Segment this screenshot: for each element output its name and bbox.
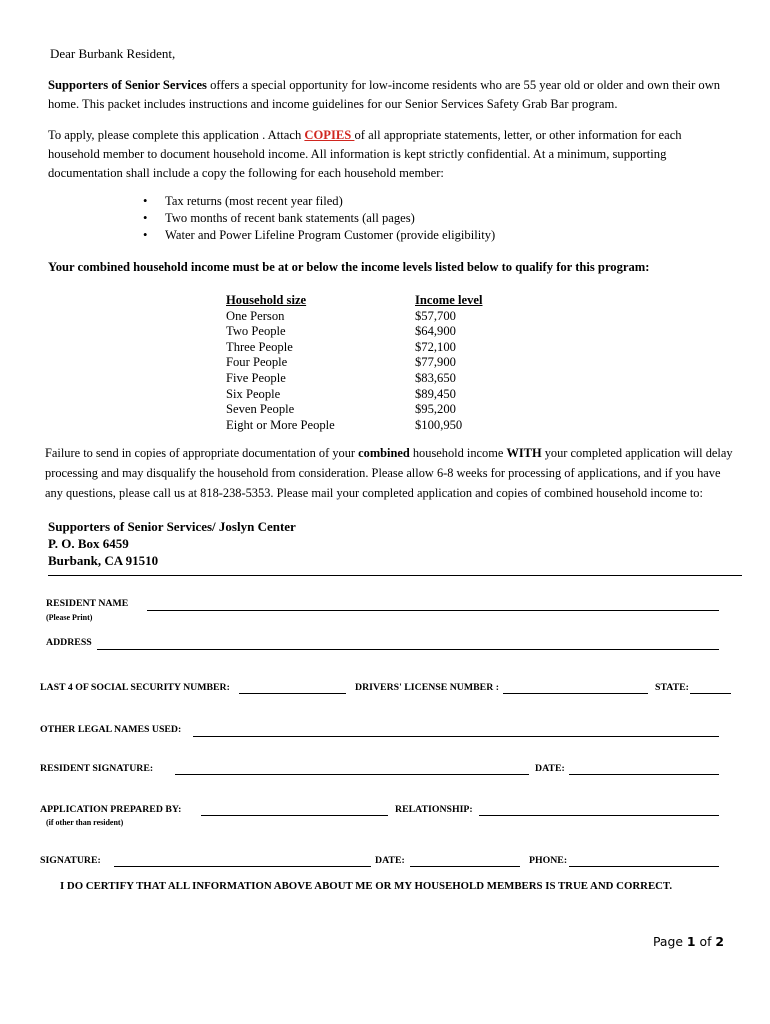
table-cell: $83,650: [415, 370, 456, 385]
drivers-license-label: DRIVERS' LICENSE NUMBER :: [355, 682, 499, 693]
page-of: of: [695, 934, 716, 949]
address-line: Burbank, CA 91510: [48, 553, 159, 568]
table-cell: Five People: [226, 370, 286, 385]
list-item: • Tax returns (most recent year filed): [143, 193, 495, 210]
other-names-field[interactable]: [193, 736, 719, 737]
intro-paragraph: [48, 76, 728, 114]
intro-text: offers a special opportunity for low-income residents who are 55 year old or older and own their own home. This packet includes instructions and income guidelines for our Senior Services Safety Grab Bar program.: [48, 78, 721, 111]
address-line: Supporters of Senior Services/ Joslyn Center: [48, 519, 296, 534]
income-level-header: Income level: [415, 293, 483, 307]
instructions-text-1: Failure to send in copies of appropriate documentation of your: [45, 446, 359, 460]
state-label: STATE:: [655, 682, 689, 693]
greeting: Dear Burbank Resident,: [50, 46, 176, 61]
table-cell: $95,200: [415, 402, 456, 417]
table-cell: $72,100: [415, 339, 456, 354]
relationship-label: RELATIONSHIP:: [395, 804, 473, 815]
table-cell: Seven People: [226, 402, 295, 417]
copies-emphasis: COPIES: [304, 128, 355, 142]
address-line: P. O. Box 6459: [48, 536, 129, 551]
resident-signature-field[interactable]: [175, 774, 529, 775]
documentation-list: [143, 193, 495, 244]
resident-name-field[interactable]: [147, 610, 719, 611]
table-cell: $100,950: [415, 417, 463, 432]
resident-name-label: RESIDENT NAME: [46, 598, 129, 609]
table-cell: Eight or More People: [226, 417, 335, 432]
qualify-statement: Your combined household income must be at or below the income levels listed below to qualify for this program:: [48, 260, 650, 274]
date-label: DATE:: [375, 855, 405, 866]
prepared-by-label: APPLICATION PREPARED BY:: [40, 804, 182, 815]
relationship-field[interactable]: [479, 815, 719, 816]
table-cell: $64,900: [415, 324, 456, 339]
table-cell: One Person: [226, 308, 285, 323]
phone-field[interactable]: [569, 866, 719, 867]
table-cell: Four People: [226, 355, 288, 370]
date-label: DATE:: [535, 763, 565, 774]
ssn-field[interactable]: [239, 693, 346, 694]
household-size-column: [226, 293, 335, 433]
table-cell: Three People: [226, 339, 293, 354]
address-label: ADDRESS: [46, 637, 92, 648]
list-item: • Two months of recent bank statements (all pages): [143, 210, 495, 227]
org-name: Supporters of Senior Services: [48, 78, 207, 92]
address-field[interactable]: [97, 649, 719, 650]
resident-signature-label: RESIDENT SIGNATURE:: [40, 763, 154, 774]
page-number: [653, 934, 724, 949]
signature-label: SIGNATURE:: [40, 855, 101, 866]
household-size-header: Household size: [226, 293, 307, 307]
table-cell: Two People: [226, 324, 286, 339]
prepared-by-field[interactable]: [201, 815, 388, 816]
other-names-label: OTHER LEGAL NAMES USED:: [40, 724, 182, 735]
phone-label: PHONE:: [529, 855, 568, 866]
table-cell: $57,700: [415, 308, 456, 323]
state-field[interactable]: [690, 693, 731, 694]
date-field[interactable]: [410, 866, 520, 867]
mailing-address: [48, 518, 296, 569]
table-cell: $89,450: [415, 386, 456, 401]
list-item: • Water and Power Lifeline Program Customer (provide eligibility): [143, 227, 495, 244]
total-pages: 2: [715, 934, 724, 949]
current-page: 1: [686, 934, 696, 949]
ssn-label: LAST 4 OF SOCIAL SECURITY NUMBER:: [40, 682, 230, 693]
certification-statement: I DO CERTIFY THAT ALL INFORMATION ABOVE ABOUT ME OR MY HOUSEHOLD MEMBERS IS TRUE AND CORRECT.: [60, 880, 673, 892]
apply-paragraph: [48, 126, 728, 183]
page-prefix: Page: [652, 934, 687, 949]
please-print-note: (Please Print): [46, 613, 93, 622]
table-cell: Six People: [226, 386, 281, 401]
signature-field[interactable]: [114, 866, 371, 867]
section-divider: [48, 575, 742, 576]
apply-text-1: To apply, please complete this application . Attach: [48, 128, 305, 142]
drivers-license-field[interactable]: [503, 693, 648, 694]
table-cell: $77,900: [415, 355, 456, 370]
apply-text-2: of all appropriate statements, letter, or other information for each household member to document household income. All information is kept strictly confidential. At a minimum, supporting documentation shall include a copy the following for each household member:: [48, 128, 682, 180]
instructions-text-2: household income: [409, 446, 507, 460]
instructions-paragraph: [45, 443, 735, 503]
income-level-column: [415, 293, 483, 433]
if-other-note: (if other than resident): [46, 818, 124, 827]
instructions-text-3: your completed application will delay processing and may disqualify the household from consideration. Please allow 6-8 weeks for processing of applications, and if you have any questions, please call us at 818-238-5353. Please mail your completed application and copies of combined household income to:: [45, 446, 733, 500]
date-field[interactable]: [569, 774, 719, 775]
with-emphasis: WITH: [506, 446, 542, 460]
combined-emphasis: combined: [358, 446, 410, 460]
